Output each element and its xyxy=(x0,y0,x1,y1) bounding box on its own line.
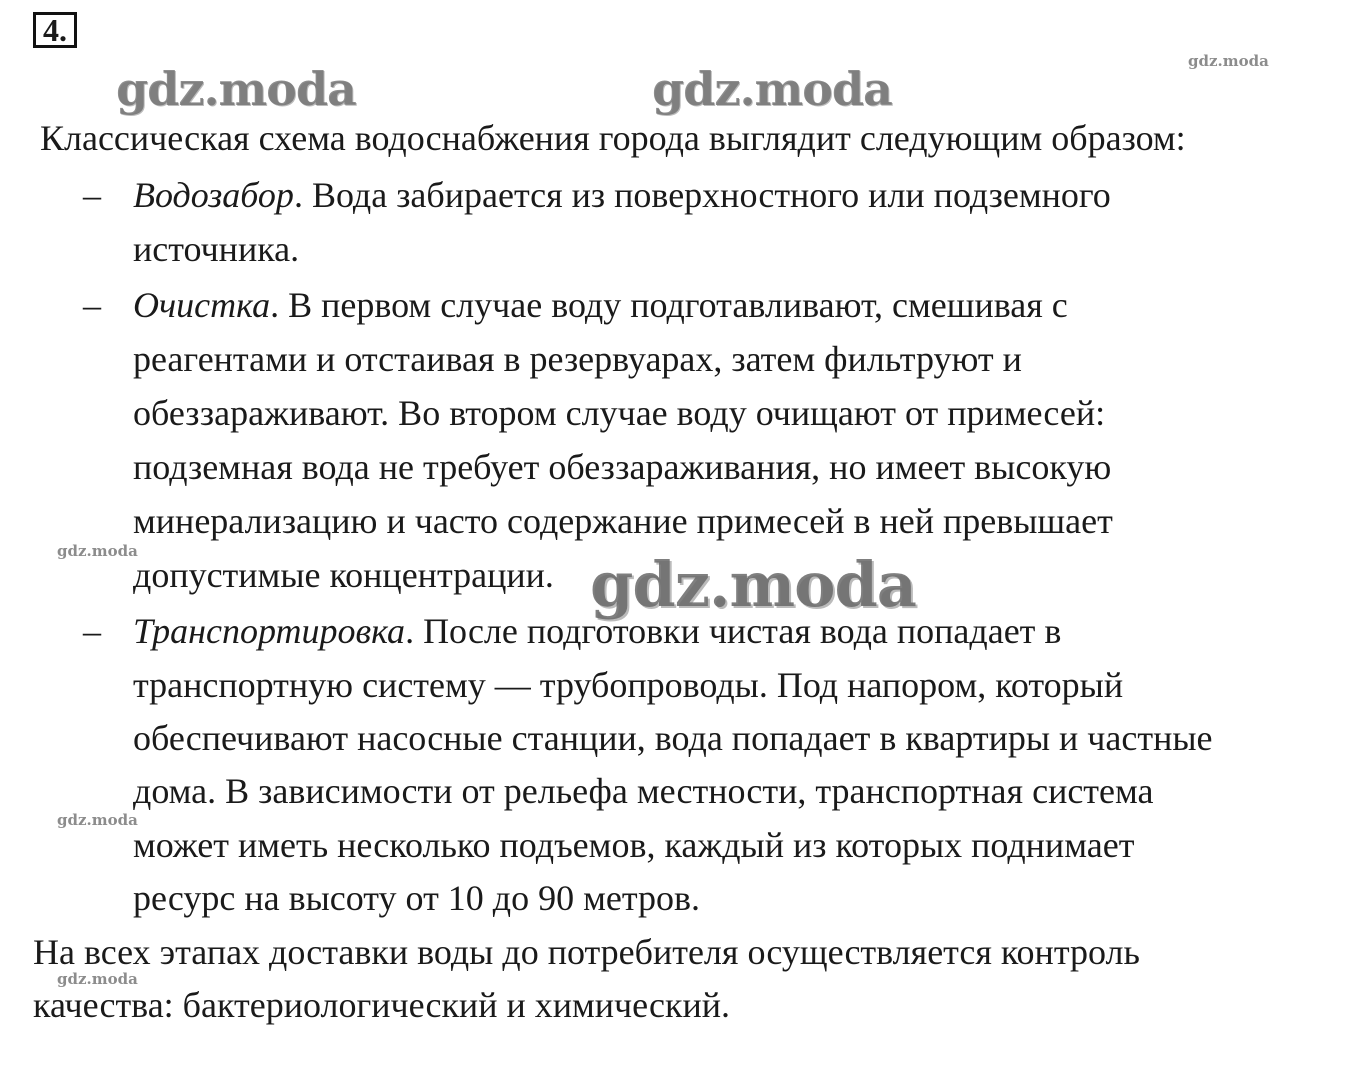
item-2-line-2: реагентами и отстаивая в резервуарах, затем фильтруют и xyxy=(133,339,1022,379)
item-3-line-4: дома. В зависимости от рельефа местности, транспортная система xyxy=(133,771,1154,811)
item-1-term: Водозабор xyxy=(133,175,294,215)
item-1-line-1 xyxy=(133,175,1111,215)
watermark-mid-center: gdz.moda xyxy=(590,548,916,621)
watermark-lower-left: gdz.moda xyxy=(57,811,138,829)
item-3-term: Транспортировка xyxy=(133,611,406,651)
item-2-term: Очистка xyxy=(133,285,271,325)
item-3-dash: – xyxy=(83,611,101,651)
item-2-first-rest: . В первом случае воду подготавливают, смешивая с xyxy=(270,285,1068,325)
item-1-first-rest: . Вода забирается из поверхностного или подземного xyxy=(293,175,1111,215)
task-number-box: 4. xyxy=(33,12,77,48)
item-2-dash: – xyxy=(83,285,101,325)
item-3-first-rest: . После подготовки чистая вода попадает в xyxy=(405,611,1062,651)
item-3-line-2: транспортную систему — трубопроводы. Под напором, который xyxy=(133,665,1124,705)
item-1-dash: – xyxy=(83,175,101,215)
conclusion-line-1: На всех этапах доставки воды до потребителя осуществляется контроль xyxy=(33,932,1140,972)
item-2-line-1 xyxy=(133,285,1068,325)
item-2-line-5: минерализацию и часто содержание примесей в ней превышает xyxy=(133,501,1113,541)
item-2-line-4: подземная вода не требует обеззараживания, но имеет высокую xyxy=(133,447,1112,487)
item-2-line-3: обеззараживают. Во втором случае воду очищают от примесей: xyxy=(133,393,1106,433)
watermark-top-center: gdz.moda xyxy=(652,62,892,116)
intro-text: Классическая схема водоснабжения города выглядит следующим образом: xyxy=(40,118,1186,158)
watermark-top-right: gdz.moda xyxy=(1188,52,1269,70)
watermark-bottom-left: gdz.moda xyxy=(57,970,138,988)
watermark-top-left: gdz.moda xyxy=(116,62,356,116)
conclusion-line-2: качества: бактериологический и химический. xyxy=(33,985,731,1025)
item-3-line-3: обеспечивают насосные станции, вода попадает в квартиры и частные xyxy=(133,718,1213,758)
item-3-line-5: может иметь несколько подъемов, каждый из которых поднимает xyxy=(133,825,1135,865)
item-3-line-6: ресурс на высоту от 10 до 90 метров. xyxy=(133,878,701,918)
item-2-line-6: допустимые концентрации. xyxy=(133,555,554,595)
item-1-line-2: источника. xyxy=(133,229,300,269)
watermark-mid-left: gdz.moda xyxy=(57,542,138,560)
